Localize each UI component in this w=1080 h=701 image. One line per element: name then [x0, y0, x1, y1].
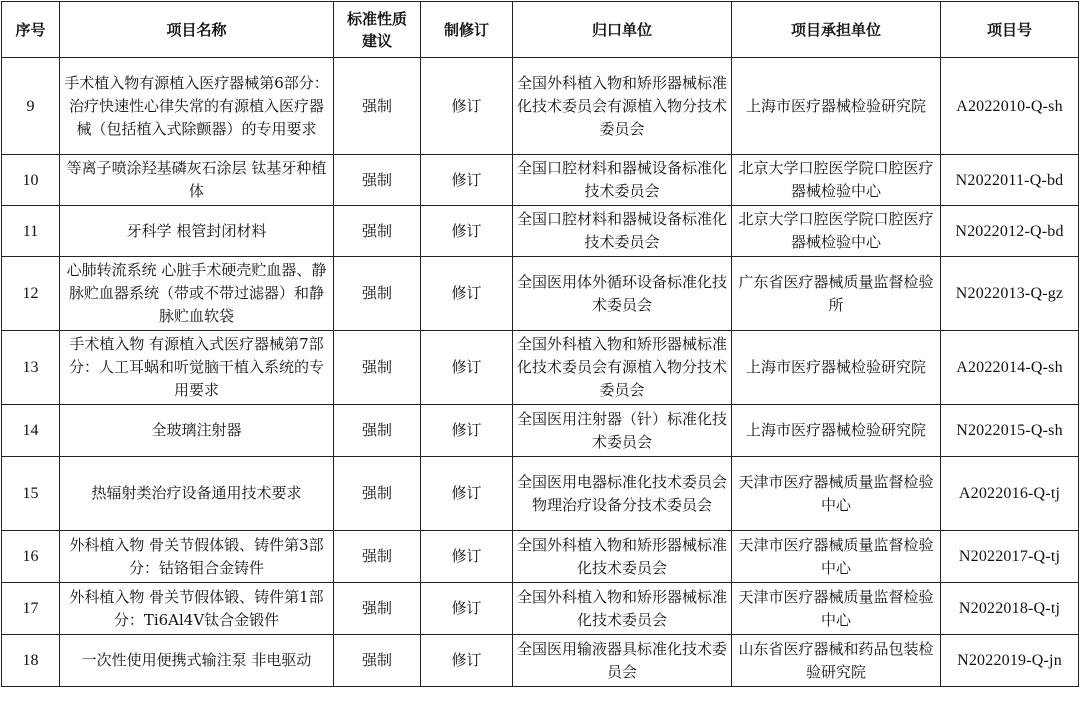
cell-nature: 强制 — [334, 635, 421, 687]
cell-dept: 全国医用注射器（针）标准化技术委员会 — [513, 405, 732, 457]
header-name: 项目名称 — [60, 2, 334, 58]
cell-code: N2022018-Q-tj — [941, 583, 1079, 635]
cell-undertaker: 山东省医疗器械和药品包装检验研究院 — [732, 635, 941, 687]
cell-undertaker: 上海市医疗器械检验研究院 — [732, 58, 941, 155]
table-row — [2, 457, 1079, 531]
table-row — [2, 206, 1079, 257]
cell-nature: 强制 — [334, 155, 421, 206]
header-undertaker: 项目承担单位 — [732, 2, 941, 58]
cell-nature: 强制 — [334, 206, 421, 257]
cell-dept: 全国医用输液器具标准化技术委员会 — [513, 635, 732, 687]
table-row — [2, 635, 1079, 687]
header-nature-text: 标准性质 建议 — [346, 9, 407, 50]
cell-name: 心肺转流系统 心脏手术硬壳贮血器、静脉贮血器系统（带或不带过滤器）和静脉贮血软袋 — [60, 257, 334, 331]
cell-undertaker: 上海市医疗器械检验研究院 — [732, 405, 941, 457]
table-row — [2, 331, 1079, 405]
table-row — [2, 58, 1079, 155]
cell-nature: 强制 — [334, 457, 421, 531]
cell-name: 等离子喷涂羟基磷灰石涂层 钛基牙种植体 — [60, 155, 334, 206]
cell-code: N2022012-Q-bd — [941, 206, 1079, 257]
table-row — [2, 155, 1079, 206]
cell-revision: 修订 — [421, 635, 513, 687]
cell-dept: 全国医用体外循环设备标准化技术委员会 — [513, 257, 732, 331]
header-code: 项目号 — [941, 2, 1079, 58]
table-row — [2, 405, 1079, 457]
cell-undertaker: 天津市医疗器械质量监督检验中心 — [732, 531, 941, 583]
cell-name: 牙科学 根管封闭材料 — [60, 206, 334, 257]
cell-revision: 修订 — [421, 531, 513, 583]
cell-code: A2022014-Q-sh — [941, 331, 1079, 405]
cell-seq: 12 — [2, 257, 60, 331]
cell-name: 一次性使用便携式输注泵 非电驱动 — [60, 635, 334, 687]
cell-dept: 全国医用电器标准化技术委员会物理治疗设备分技术委员会 — [513, 457, 732, 531]
cell-undertaker: 天津市医疗器械质量监督检验中心 — [732, 583, 941, 635]
cell-code: N2022011-Q-bd — [941, 155, 1079, 206]
cell-seq: 18 — [2, 635, 60, 687]
cell-name: 外科植入物 骨关节假体锻、铸件第3部分：钴铬钼合金铸件 — [60, 531, 334, 583]
cell-seq: 14 — [2, 405, 60, 457]
table-row — [2, 531, 1079, 583]
cell-seq: 16 — [2, 531, 60, 583]
cell-undertaker: 上海市医疗器械检验研究院 — [732, 331, 941, 405]
table-row — [2, 583, 1079, 635]
cell-nature: 强制 — [334, 331, 421, 405]
cell-seq: 11 — [2, 206, 60, 257]
cell-dept: 全国口腔材料和器械设备标准化技术委员会 — [513, 206, 732, 257]
cell-code: N2022017-Q-tj — [941, 531, 1079, 583]
cell-revision: 修订 — [421, 257, 513, 331]
cell-nature: 强制 — [334, 583, 421, 635]
standards-table — [1, 1, 1079, 687]
cell-revision: 修订 — [421, 331, 513, 405]
cell-revision: 修订 — [421, 155, 513, 206]
cell-seq: 10 — [2, 155, 60, 206]
cell-revision: 修订 — [421, 457, 513, 531]
cell-undertaker: 广东省医疗器械质量监督检验所 — [732, 257, 941, 331]
header-revision: 制修订 — [421, 2, 513, 58]
cell-seq: 17 — [2, 583, 60, 635]
cell-revision: 修订 — [421, 583, 513, 635]
cell-name: 手术植入物有源植入医疗器械第6部分：治疗快速性心律失常的有源植入医疗器械（包括植入式除颤器）的专用要求 — [60, 58, 334, 155]
cell-dept: 全国外科植入物和矫形器械标准化技术委员会 — [513, 583, 732, 635]
cell-dept: 全国外科植入物和矫形器械标准化技术委员会有源植入物分技术委员会 — [513, 58, 732, 155]
cell-code: N2022013-Q-gz — [941, 257, 1079, 331]
cell-name: 全玻璃注射器 — [60, 405, 334, 457]
cell-code: N2022015-Q-sh — [941, 405, 1079, 457]
header-nature — [334, 2, 421, 58]
cell-undertaker: 北京大学口腔医学院口腔医疗器械检验中心 — [732, 155, 941, 206]
cell-revision: 修订 — [421, 405, 513, 457]
header-row — [2, 2, 1079, 58]
cell-dept: 全国外科植入物和矫形器械标准化技术委员会 — [513, 531, 732, 583]
cell-name: 手术植入物 有源植入式医疗器械第7部分：人工耳蜗和听觉脑干植入系统的专用要求 — [60, 331, 334, 405]
cell-nature: 强制 — [334, 257, 421, 331]
header-dept: 归口单位 — [513, 2, 732, 58]
header-seq: 序号 — [2, 2, 60, 58]
cell-nature: 强制 — [334, 405, 421, 457]
cell-revision: 修订 — [421, 206, 513, 257]
cell-name: 热辐射类治疗设备通用技术要求 — [60, 457, 334, 531]
cell-name: 外科植入物 骨关节假体锻、铸件第1部分：Ti6Al4V钛合金锻件 — [60, 583, 334, 635]
cell-revision: 修订 — [421, 58, 513, 155]
cell-code: A2022016-Q-tj — [941, 457, 1079, 531]
cell-undertaker: 北京大学口腔医学院口腔医疗器械检验中心 — [732, 206, 941, 257]
cell-dept: 全国口腔材料和器械设备标准化技术委员会 — [513, 155, 732, 206]
cell-code: A2022010-Q-sh — [941, 58, 1079, 155]
cell-nature: 强制 — [334, 58, 421, 155]
cell-seq: 13 — [2, 331, 60, 405]
table-row — [2, 257, 1079, 331]
cell-code: N2022019-Q-jn — [941, 635, 1079, 687]
cell-seq: 9 — [2, 58, 60, 155]
cell-nature: 强制 — [334, 531, 421, 583]
cell-seq: 15 — [2, 457, 60, 531]
cell-dept: 全国外科植入物和矫形器械标准化技术委员会有源植入物分技术委员会 — [513, 331, 732, 405]
cell-undertaker: 天津市医疗器械质量监督检验中心 — [732, 457, 941, 531]
